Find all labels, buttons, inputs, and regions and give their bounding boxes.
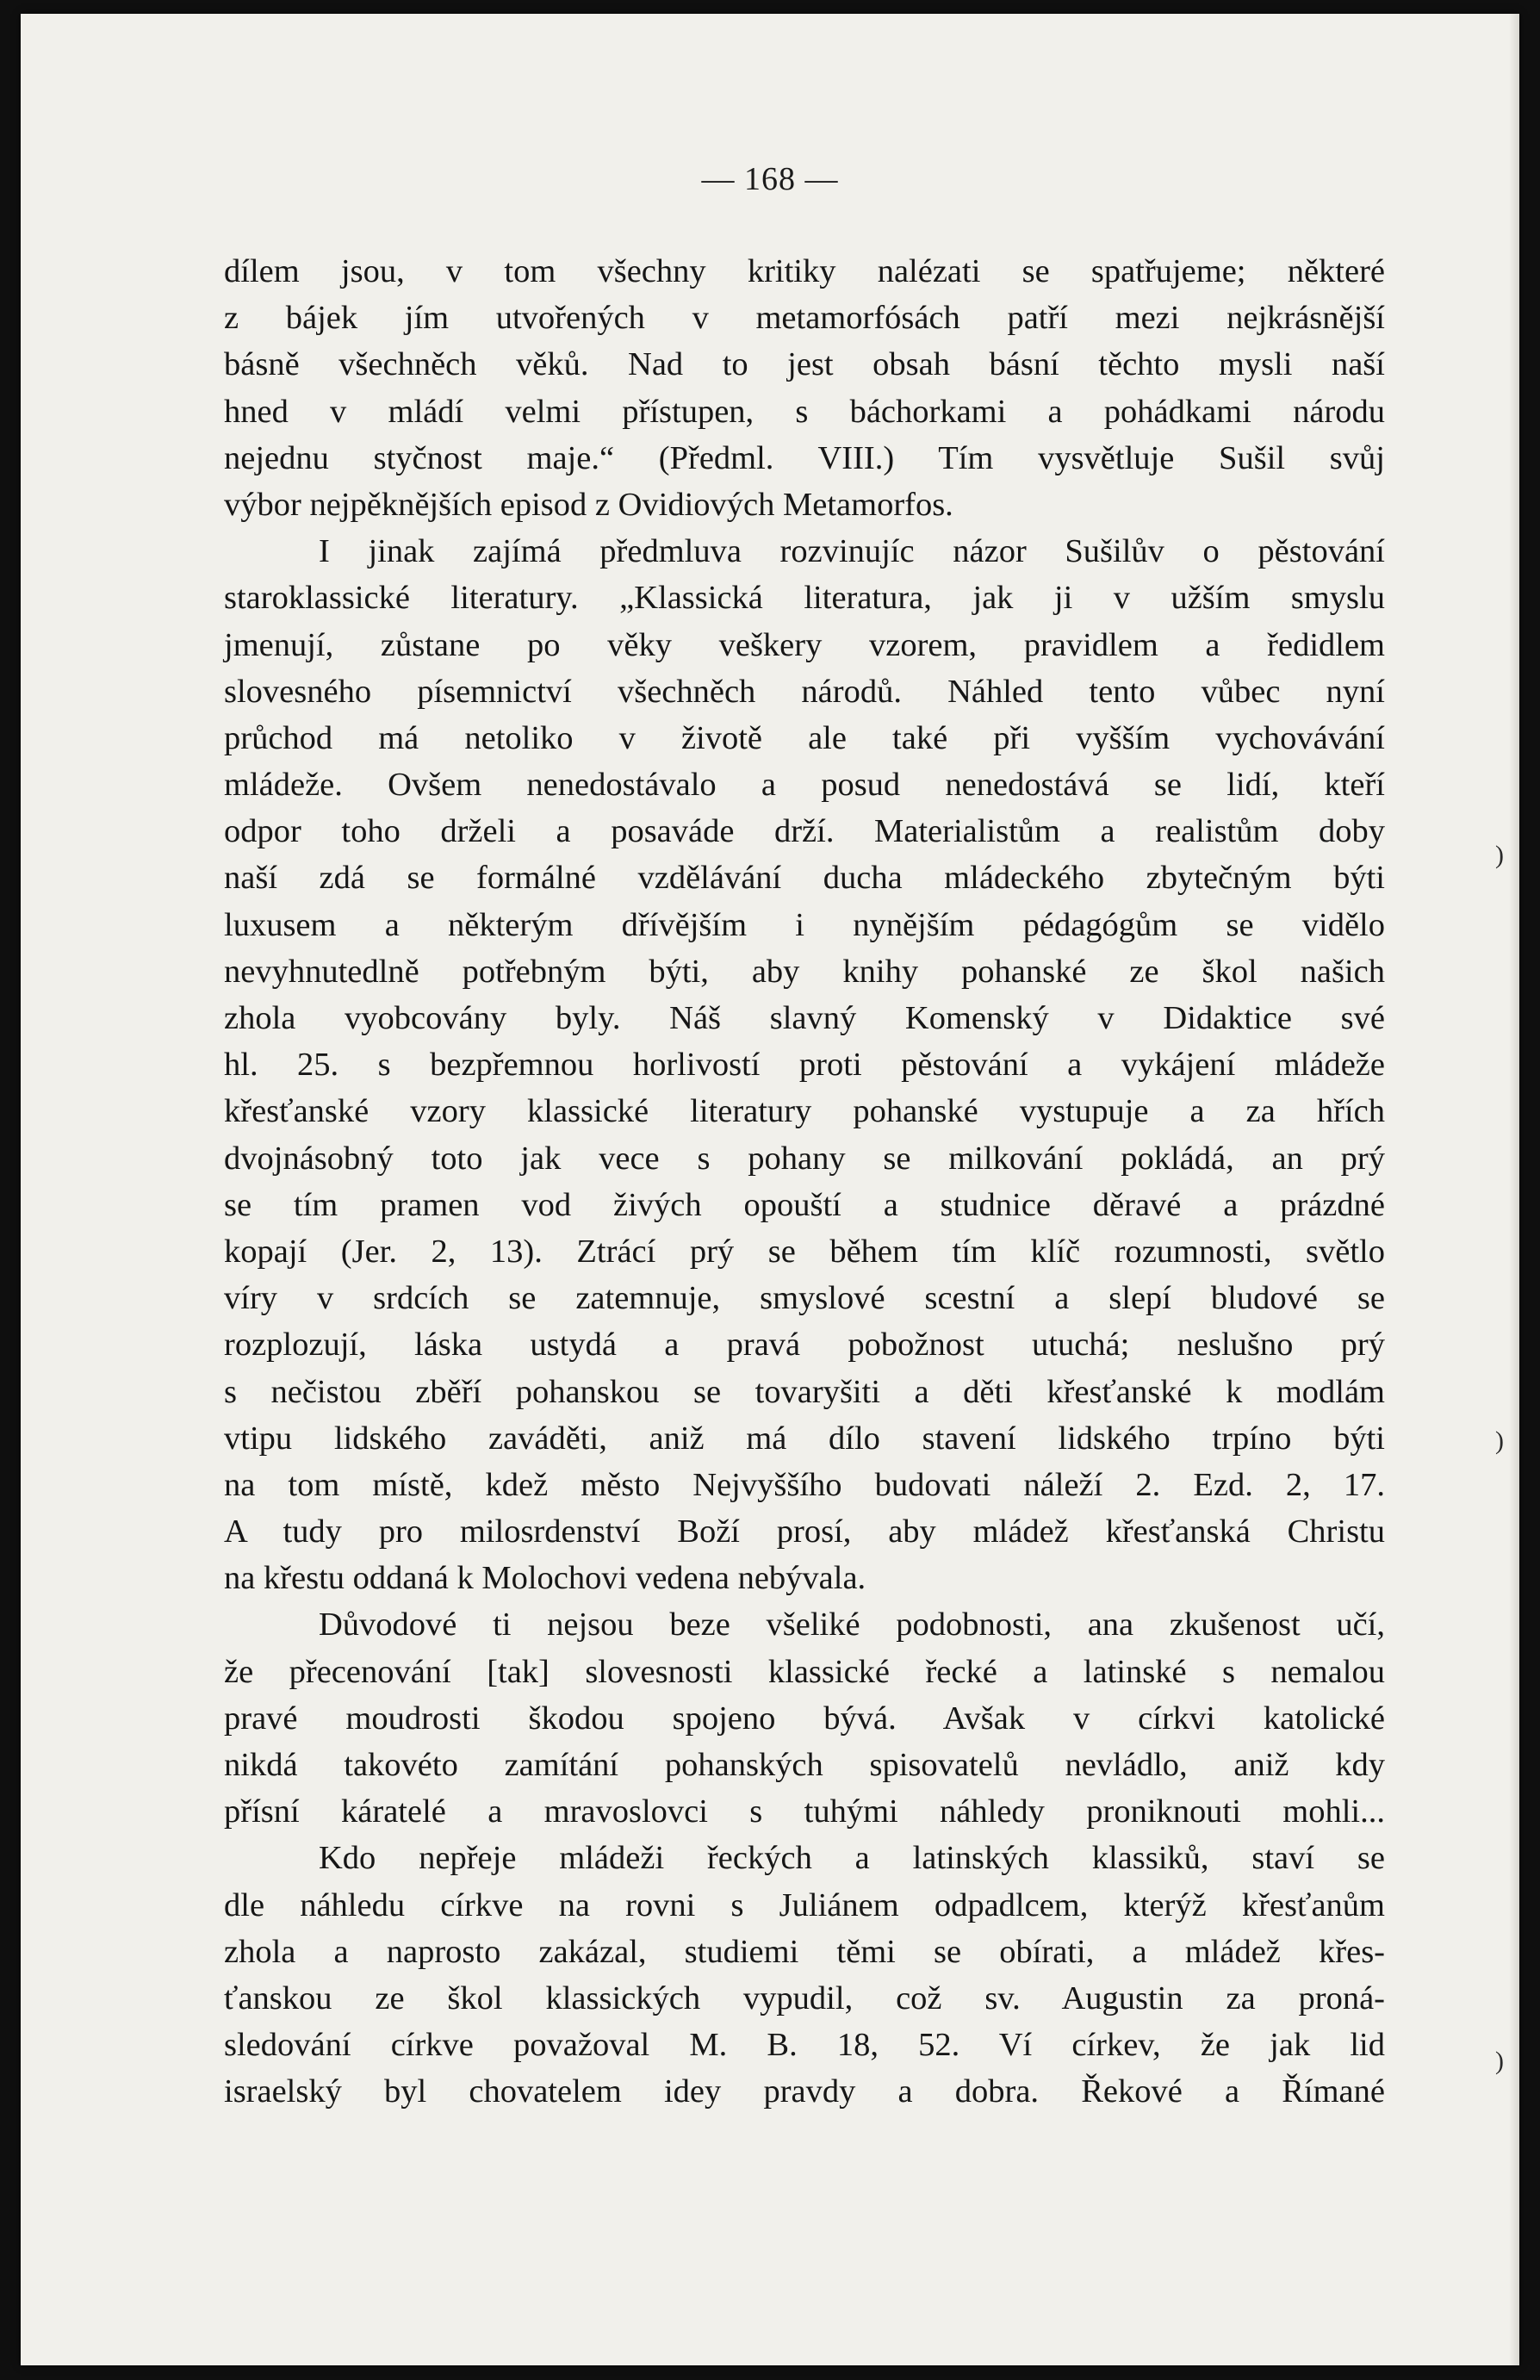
margin-bracket-mark: ) bbox=[1495, 2047, 1504, 2075]
text-line: dvojnásobný toto jak vece s pohany se milkování pokládá, an prý bbox=[224, 1140, 1385, 1177]
text-line: vtipu lidského zaváděti, aniž má dílo stavení lidského trpíno býti bbox=[224, 1420, 1385, 1457]
text-line: jmenují, zůstane po věky veškery vzorem, pravidlem a ředidlem bbox=[224, 626, 1385, 663]
body-text bbox=[224, 248, 1385, 2116]
text-line: naší zdá se formálné vzdělávání ducha mládeckého zbytečným býti bbox=[224, 860, 1385, 897]
page-number: — 168 — bbox=[701, 161, 839, 197]
text-line: z bájek jím utvořených v metamorfósách patří mezi nejkrásnější bbox=[224, 300, 1385, 337]
text-line: na tom místě, kdež město Nejvyššího budovati náleží 2. Ezd. 2, 17. bbox=[224, 1466, 1385, 1503]
text-line: pravé moudrosti škodou spojeno bývá. Avšak v církvi katolické bbox=[224, 1700, 1385, 1737]
margin-bracket-mark: ) bbox=[1495, 1426, 1504, 1455]
text-line: dílem jsou, v tom všechny kritiky nalézati se spatřujeme; některé bbox=[224, 253, 1385, 289]
text-line: se tím pramen vod živých opouští a studnice děravé a prázdné bbox=[224, 1186, 1385, 1223]
text-line: slovesného písemnictví všechněch národů. Náhled tento vůbec nyní bbox=[224, 673, 1385, 710]
text-line: na křestu oddaná k Molochovi vedena nebývala. bbox=[224, 1560, 866, 1597]
text-line: ťanskou ze škol klassických vypudil, což sv. Augustin za proná- bbox=[224, 1979, 1385, 2016]
text-line: básně všechněch věků. Nad to jest obsah básní těchto mysli naší bbox=[224, 346, 1385, 383]
text-line: mládeže. Ovšem nenedostávalo a posud nenedostává se lidí, kteří bbox=[224, 767, 1385, 804]
text-line: přísní káratelé a mravoslovci s tuhými náhledy proniknouti mohli... bbox=[224, 1793, 1385, 1830]
text-line: víry v srdcích se zatemnuje, smyslové scestní a slepí bludové se bbox=[224, 1280, 1385, 1317]
book-page bbox=[21, 14, 1519, 2365]
text-line: hl. 25. s bezpřemnou horlivostí proti pěstování a vykájení mládeže bbox=[224, 1047, 1385, 1084]
text-line: nikdá takovéto zamítání pohanských spisovatelů nevládlo, aniž kdy bbox=[224, 1747, 1385, 1783]
text-line: křesťanské vzory klassické literatury pohanské vystupuje a za hřích bbox=[224, 1093, 1385, 1130]
text-line: A tudy pro milosrdenství Boží prosí, aby mládež křesťanská Christu bbox=[224, 1513, 1385, 1550]
page-edge bbox=[1509, 14, 1519, 2365]
text-line: Kdo nepřeje mládeži řeckých a latinských klassiků, staví se bbox=[319, 1840, 1385, 1877]
text-line: kopají (Jer. 2, 13). Ztrácí prý se během tím klíč rozumnosti, světlo bbox=[224, 1233, 1385, 1270]
text-line: zhola a naprosto zakázal, studiemi těmi se obírati, a mládež křes- bbox=[224, 1933, 1385, 1970]
text-line: hned v mládí velmi přístupen, s báchorkami a pohádkami národu bbox=[224, 393, 1385, 430]
text-line: dle náhledu církve na rovni s Juliánem odpadlcem, kterýž křesťanům bbox=[224, 1886, 1385, 1923]
text-line: luxusem a některým dřívějším i nynějším pédagógům se vidělo bbox=[224, 906, 1385, 943]
text-line: nejednu styčnost maje.“ (Předml. VIII.) Tím vysvětluje Sušil svůj bbox=[224, 439, 1385, 476]
text-line: odpor toho drželi a posaváde drží. Materialistům a realistům doby bbox=[224, 813, 1385, 850]
text-line: s nečistou zběří pohanskou se tovaryšiti a děti křesťanské k modlám bbox=[224, 1373, 1385, 1410]
text-line: rozplozují, láska ustydá a pravá pobožnost utuchá; neslušno prý bbox=[224, 1327, 1385, 1364]
text-line: Důvodové ti nejsou beze všeliké podobnosti, ana zkušenost učí, bbox=[319, 1606, 1385, 1644]
text-line: israelský byl chovatelem idey pravdy a dobra. Řekové a Římané bbox=[224, 2073, 1385, 2110]
text-line: I jinak zajímá předmluva rozvinujíc názor Sušilův o pěstování bbox=[319, 533, 1385, 570]
text-line: nevyhnutedlně potřebným býti, aby knihy pohanské ze škol našich bbox=[224, 953, 1385, 990]
text-line: staroklassické literatury. „Klassická literatura, jak ji v užším smyslu bbox=[224, 580, 1385, 617]
text-line: výbor nejpěknějších episod z Ovidiových Metamorfos. bbox=[224, 486, 953, 523]
text-line: zhola vyobcovány byly. Náš slavný Komenský v Didaktice své bbox=[224, 1000, 1385, 1036]
text-line: sledování církve považoval M. B. 18, 52. Ví církev, že jak lid bbox=[224, 2027, 1385, 2064]
text-line: že přecenování [tak] slovesnosti klassické řecké a latinské s nemalou bbox=[224, 1653, 1385, 1690]
margin-bracket-mark: ) bbox=[1495, 841, 1504, 869]
text-line: průchod má netoliko v životě ale také při vyšším vychovávání bbox=[224, 719, 1385, 756]
